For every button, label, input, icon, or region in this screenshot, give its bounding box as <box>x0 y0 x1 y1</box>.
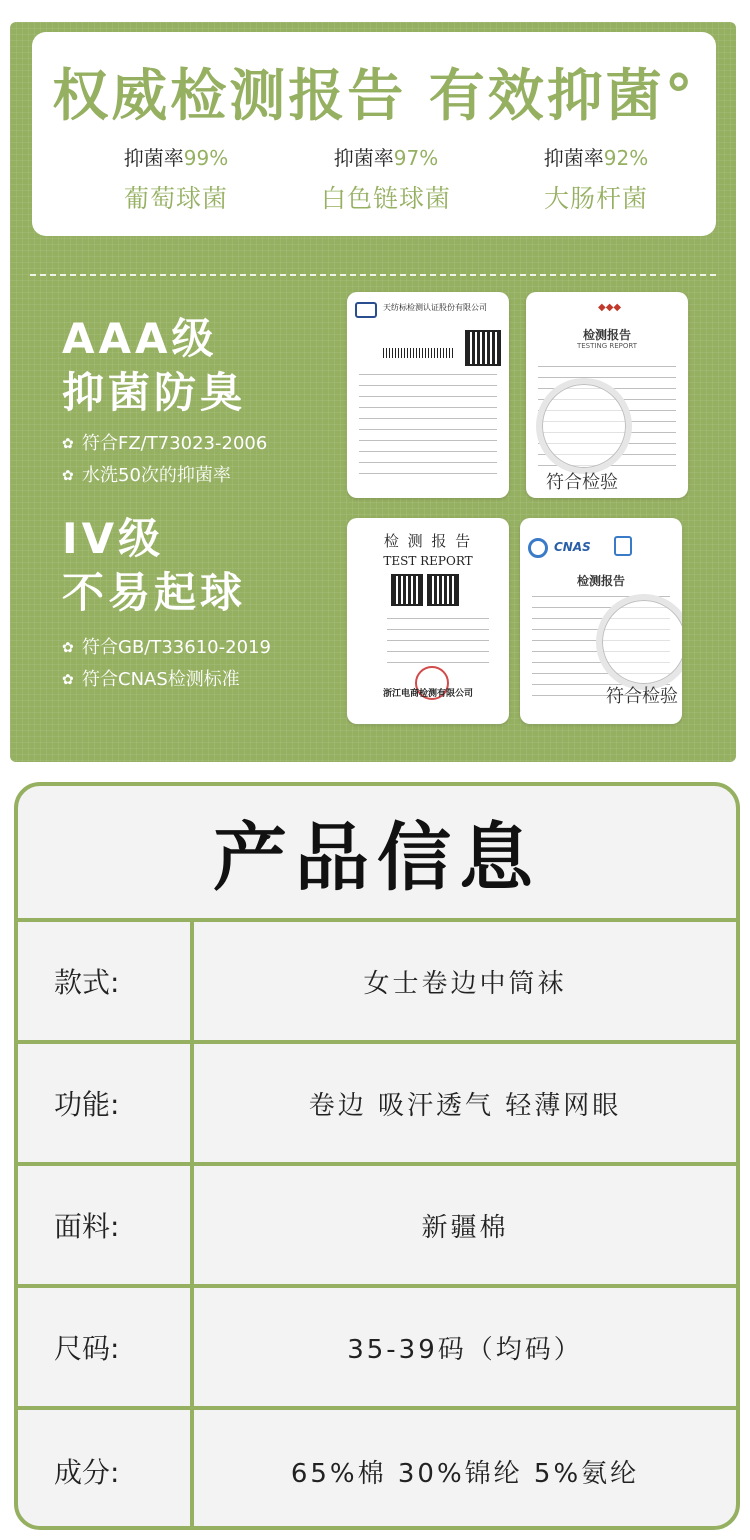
row-key-fabric: 面料: <box>18 1166 194 1284</box>
report-subtitle: TEST REPORT <box>383 554 473 568</box>
report-subtitle: TESTING REPORT <box>576 342 638 350</box>
ma-logo-icon: ◆◆◆ <box>598 302 622 313</box>
cnas-logo: CNAS <box>554 540 591 554</box>
rate-streptococcus <box>286 142 486 215</box>
magnifier-icon <box>536 378 632 474</box>
product-info-panel <box>14 782 740 1530</box>
rate-ecoli <box>496 142 696 215</box>
report-table-lines <box>359 374 497 484</box>
report-title: 检测报告 <box>582 328 631 342</box>
grade-antibacterial <box>62 314 267 492</box>
stamp-text: 符合检验 <box>606 686 678 707</box>
rate-percent: 99% <box>183 146 229 170</box>
row-key-size: 尺码: <box>18 1288 194 1406</box>
grade-feature: 不易起球 <box>62 568 247 617</box>
table-row <box>18 1044 736 1166</box>
report-table-lines <box>387 618 489 673</box>
shield-icon <box>614 536 632 556</box>
rate-label: 抑菌率 <box>123 146 184 170</box>
rate-label: 抑菌率 <box>333 146 394 170</box>
grade-feature: 抑菌防臭 <box>62 368 247 417</box>
row-value-fabric: 新疆棉 <box>421 1212 509 1243</box>
ilac-logo-icon <box>528 538 548 558</box>
qr-code-icon <box>393 576 421 604</box>
row-value-style: 女士卷边中筒袜 <box>363 968 567 999</box>
rate-percent: 97% <box>393 146 439 170</box>
row-key-style: 款式: <box>18 922 194 1040</box>
grade-anti-pilling <box>62 514 271 696</box>
certification-panel <box>10 22 736 762</box>
check-circle-icon: ✿ <box>62 672 74 688</box>
report-header: 天纺标检测认证股份有限公司 <box>383 303 487 312</box>
tts-logo-icon <box>355 302 377 318</box>
row-key-function: 功能: <box>18 1044 194 1162</box>
barcode-icon <box>383 348 453 358</box>
table-row <box>18 922 736 1044</box>
check-circle-icon: ✿ <box>62 640 74 656</box>
qr-code-icon <box>429 576 457 604</box>
stamp-text: 符合检验 <box>546 472 618 493</box>
grade-level: IV级 <box>62 514 165 563</box>
rate-staphylococcus <box>76 142 276 215</box>
report-company: 浙江电商检测有限公司 <box>382 689 473 699</box>
table-row <box>18 1288 736 1410</box>
report-image-testing <box>526 292 688 498</box>
report-image-tts <box>347 292 509 498</box>
rate-label: 抑菌率 <box>543 146 604 170</box>
report-image-ecommerce <box>347 518 509 724</box>
table-row <box>18 1410 736 1530</box>
check-circle-icon: ✿ <box>62 468 74 484</box>
report-image-cnas <box>520 518 682 724</box>
check-item: ✿ 符合FZ/T73023-2006 <box>62 428 267 460</box>
hero-card <box>32 32 716 236</box>
bacteria-name: 葡萄球菌 <box>123 184 228 213</box>
table-row <box>18 1166 736 1288</box>
report-title: 检测报告 <box>576 574 625 588</box>
check-item: ✿ 水洗50次的抑菌率 <box>62 460 267 492</box>
product-info-title: 产品信息 <box>213 815 541 901</box>
row-key-composition: 成分: <box>18 1410 194 1530</box>
dashed-divider <box>30 274 716 276</box>
check-item: ✿ 符合GB/T33610-2019 <box>62 632 271 664</box>
row-value-function: 卷边 吸汗透气 轻薄网眼 <box>308 1090 622 1121</box>
check-item: ✿ 符合CNAS检测标准 <box>62 664 271 696</box>
hero-title: 权威检测报告 有效抑菌° <box>52 64 696 129</box>
grade-level: AAA级 <box>62 314 218 363</box>
magnifier-icon <box>596 594 682 690</box>
bacteria-name: 大肠杆菌 <box>543 184 648 213</box>
row-value-composition: 65%棉 30%锦纶 5%氨纶 <box>290 1458 640 1489</box>
check-circle-icon: ✿ <box>62 436 74 452</box>
qr-code-icon <box>467 332 499 364</box>
row-value-size: 35-39码（均码） <box>347 1334 583 1365</box>
report-title: 检 测 报 告 <box>383 532 473 550</box>
bacteria-name: 白色链球菌 <box>320 184 451 213</box>
product-info-table <box>18 918 736 1530</box>
rate-percent: 92% <box>603 146 649 170</box>
